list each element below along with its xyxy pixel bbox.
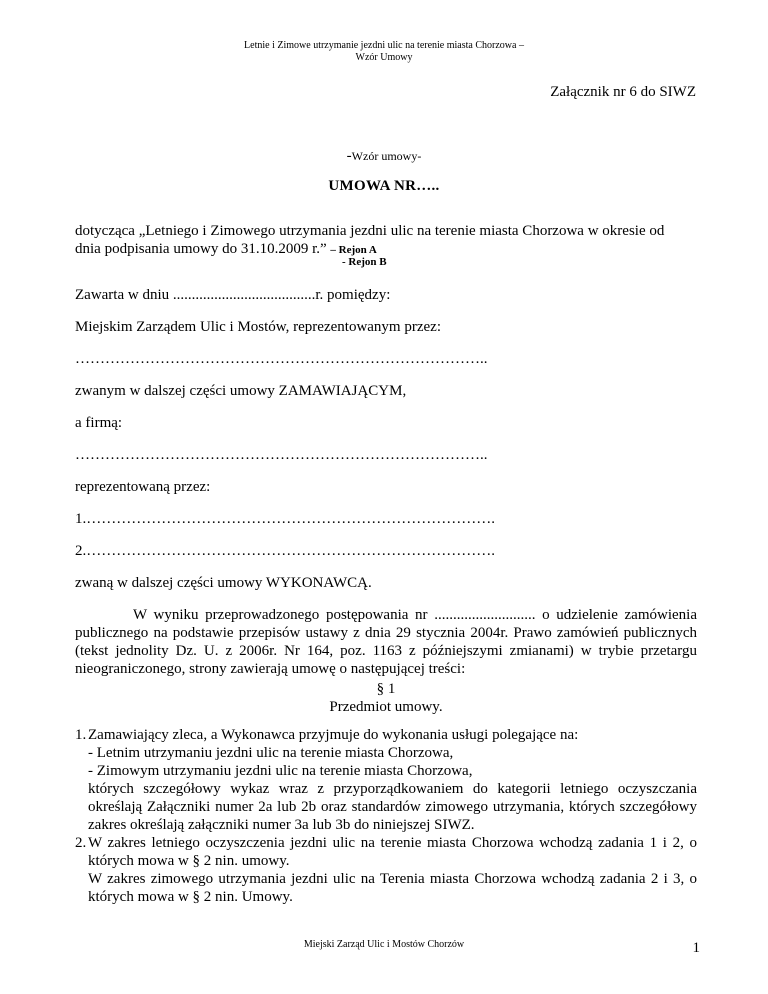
section-1-number: § 1 xyxy=(376,681,396,697)
point-1-line-2: - Letnim utrzymaniu jezdni ulic na terenie miasta Chorzowa, xyxy=(88,745,454,761)
document-footer: Miejski Zarząd Ulic i Mostów Chorzów xyxy=(303,939,465,950)
point-1-line-3: - Zimowym utrzymaniu jezdni ulic na terenie miasta Chorzowa, xyxy=(88,763,473,779)
contract-subject xyxy=(75,222,697,259)
section-1-points xyxy=(75,726,697,906)
point-1-line-1: Zamawiający zleca, a Wykonawca przyjmuje do wykonania usługi polegające na: xyxy=(88,727,579,743)
contract-title: UMOWA NR….. xyxy=(328,178,440,194)
concluded-line: Zawarta w dniu ......................................r. pomiędzy: xyxy=(75,287,391,303)
point-2-paragraph-2: W zakres zimowego utrzymania jezdni ulic na Terenia miasta Chorzowa wchodzą zadania 2 i 3, o których mowa w § 2 nin. Umowy. xyxy=(88,871,697,905)
point-2-paragraph: W zakres letniego oczyszczenia jezdni ulic na terenie miasta Chorzowa wchodzą zadania 1 i 2, o których mowa w § 2 nin. umowy. xyxy=(88,835,697,869)
point-number: 2. xyxy=(75,835,87,851)
representative-1: 1.………………………………………………………………………. xyxy=(75,511,495,527)
representative-2: 2.………………………………………………………………………. xyxy=(75,543,495,559)
header-line-2: Wzór Umowy xyxy=(355,52,413,63)
section-1-title: Przedmiot umowy. xyxy=(329,699,443,715)
party1-dots: ……………………………………………………………………….. xyxy=(75,351,488,367)
preamble-paragraph xyxy=(75,606,697,678)
wykonawca-line: zwaną w dalszej części umowy WYKONAWCĄ. xyxy=(75,575,372,591)
annex-label: Załącznik nr 6 do SIWZ xyxy=(550,84,696,100)
point-number: 1. xyxy=(75,727,87,743)
preamble-text: W wyniku przeprowadzonego postępowania nr ........................... o udzielenie zamówienia publicznego na podstawie przepisów ustawy z dnia 29 stycznia 2004r. Prawo zamówień publicznych (tekst jednolity Dz. U. z 2006r. Nr 164, poz. 1163 z późniejszymi zmianami) w trybie przetargu nieograniczonego, strony zawierają umowę o następującej treści: xyxy=(75,607,697,677)
party1-line: Miejskim Zarządem Ulic i Mostów, reprezentowanym przez: xyxy=(75,319,441,335)
subject-line-1: dotycząca „Letniego i Zimowego utrzymania jezdni ulic na terenie miasta Chorzowa w okresie od xyxy=(75,223,665,239)
subject-line-2-text: dnia podpisania umowy do 31.10.2009 r.” xyxy=(75,241,327,257)
template-dash: - xyxy=(346,148,352,164)
rejon-b-label: - Rejon B xyxy=(342,256,387,268)
document-header xyxy=(0,40,768,64)
section-1-heading xyxy=(75,680,697,716)
header-line-1: Letnie i Zimowe utrzymanie jezdni ulic na terenie miasta Chorzowa – xyxy=(244,40,524,51)
firm-label: a firmą: xyxy=(75,415,123,431)
zamawiajacy-line: zwanym w dalszej części umowy ZAMAWIAJĄCYM, xyxy=(75,383,407,399)
rejon-a-label: – Rejon A xyxy=(330,244,377,256)
template-label xyxy=(0,148,768,165)
template-text: Wzór umowy- xyxy=(351,149,422,163)
page-number: 1 xyxy=(692,940,700,956)
firm-dots: ……………………………………………………………………….. xyxy=(75,447,488,463)
point-1-paragraph: których szczegółowy wykaz wraz z przyporządkowaniem do kategorii letniego oczyszczania określają Załączniki numer 2a lub 2b oraz standardów zimowego utrzymania, których szczegółowy zakres określają załączniki numer 3a lub 3b do niniejszej SIWZ. xyxy=(88,781,697,833)
represented-label: reprezentowaną przez: xyxy=(75,479,211,495)
list-item xyxy=(75,726,697,834)
list-item xyxy=(75,834,697,906)
